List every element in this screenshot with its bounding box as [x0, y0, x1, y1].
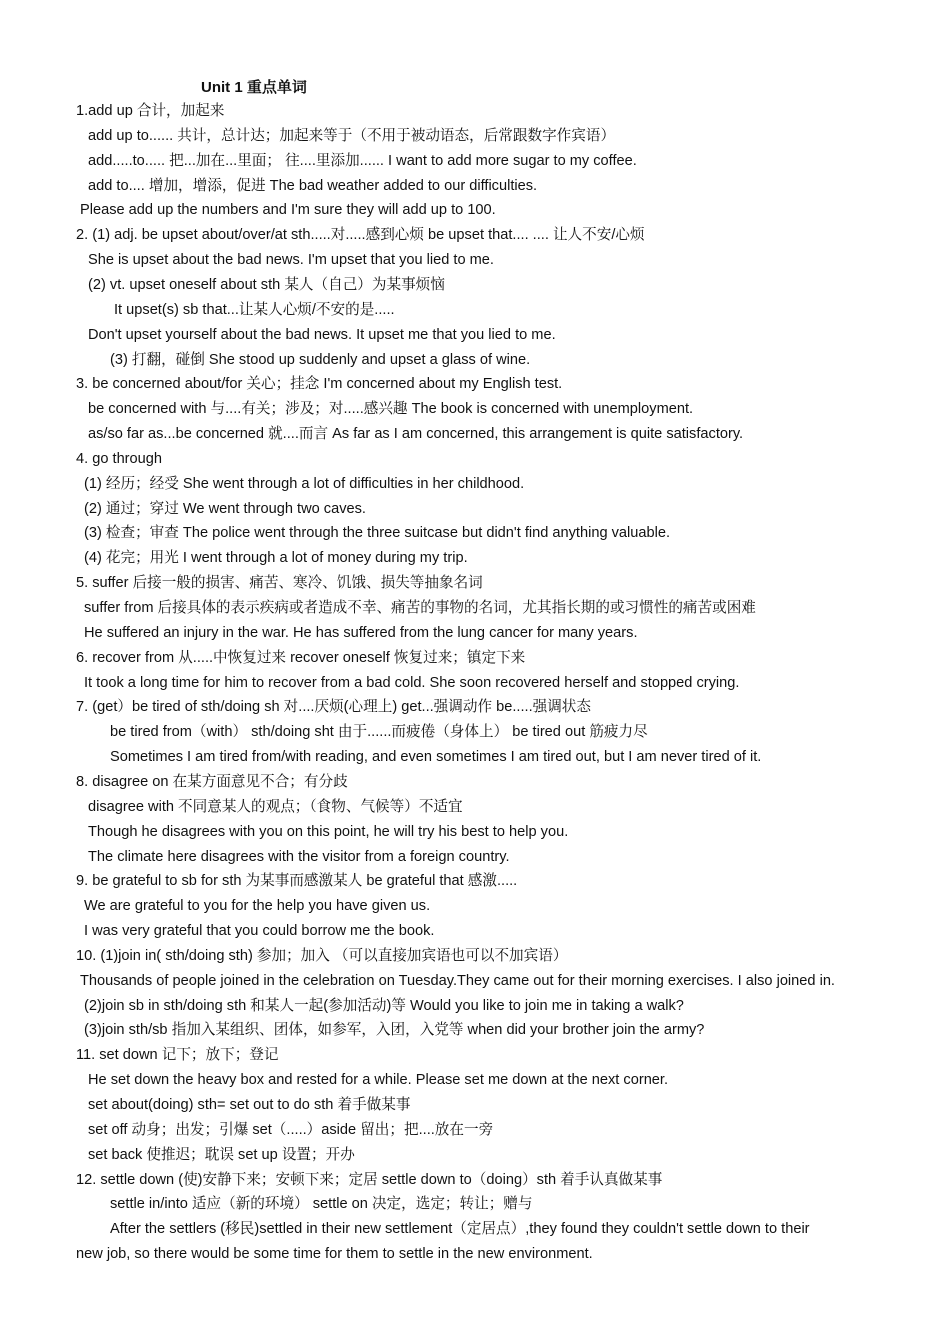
text-line: He suffered an injury in the war. He has suffered from the lung cancer for many years. [84, 624, 638, 641]
text-line: disagree with 不同意某人的观点；（食物、气候等）不适宜 [88, 798, 463, 815]
text-line: Don't upset yourself about the bad news. It upset me that you lied to me. [88, 326, 556, 343]
text-line: (1) 经历；经受 She went through a lot of difficulties in her childhood. [84, 475, 525, 492]
text-line: add to.... 增加，增添，促进 The bad weather added to our difficulties. [88, 177, 538, 194]
text-line: The climate here disagrees with the visitor from a foreign country. [88, 848, 510, 865]
page-title: Unit 1 重点单词 [201, 79, 307, 96]
text-line: (2) vt. upset oneself about sth 某人（自己）为某事烦恼 [88, 276, 445, 293]
text-line: 6. recover from 从.....中恢复过来 recover oneself 恢复过来；镇定下来 [76, 649, 526, 666]
text-line: be concerned with 与....有关；涉及；对.....感兴趣 The book is concerned with unemployment. [88, 401, 694, 418]
text-line: (3)join sth/sb 指加入某组织、团体，如参军，入团，入党等 when did your brother join the army? [84, 1022, 705, 1039]
text-line: Thousands of people joined in the celebration on Tuesday.They came out for their morning exercises. I also joined in. [80, 972, 835, 989]
text-line: suffer from 后接具体的表示疾病或者造成不幸、痛苦的事物的名词，尤其指长期的或习惯性的痛苦或困难 [84, 600, 756, 616]
text-line: set back 使推迟；耽误 set up 设置；开办 [88, 1146, 355, 1163]
text-line: 7. (get）be tired of sth/doing sh 对....厌烦(心理上) get...强调动作 be.....强调状态 [76, 699, 591, 716]
text-line: (2) 通过；穿过 We went through two caves. [84, 500, 366, 517]
text-line: as/so far as...be concerned 就....而言 As far as I am concerned, this arrangement is quite satisfactory. [88, 426, 744, 443]
text-line: be tired from（with） sth/doing sht 由于......而疲倦（身体上） be tired out 筋疲力尽 [110, 724, 648, 741]
text-line: It upset(s) sb that...让某人心烦/不安的是..... [114, 301, 395, 318]
text-line: 2. (1) adj. be upset about/over/at sth.....对.....感到心烦 be upset that.... .... 让人不安/心烦 [76, 227, 645, 244]
text-line: (3) 打翻，碰倒 She stood up suddenly and upset a glass of wine. [110, 351, 531, 368]
text-line: 12. settle down (使)安静下来；安顿下来；定居 settle down to（doing）sth 着手认真做某事 [76, 1171, 663, 1188]
text-line: settle in/into 适应（新的环境） settle on 决定，选定；转让；赠与 [110, 1196, 533, 1213]
text-line: add.....to..... 把...加在...里面； 往....里添加...... I want to add more sugar to my coffee. [88, 152, 637, 169]
text-line: 9. be grateful to sb for sth 为某事而感激某人 be grateful that 感激..... [76, 873, 518, 890]
text-line: She is upset about the bad news. I'm upset that you lied to me. [88, 252, 494, 269]
text-line: Please add up the numbers and I'm sure they will add up to 100. [80, 202, 496, 219]
text-line: 4. go through [76, 450, 163, 467]
text-line: We are grateful to you for the help you have given us. [84, 898, 431, 915]
text-line: set off 动身；出发；引爆 set（.....）aside 留出；把....放在一旁 [88, 1121, 494, 1138]
text-line: 3. be concerned about/for 关心；挂念 I'm concerned about my English test. [76, 376, 563, 393]
text-line: 8. disagree on 在某方面意见不合；有分歧 [76, 773, 348, 790]
text-line: I was very grateful that you could borrow me the book. [84, 923, 435, 940]
text-line: 10. (1)join in( sth/doing sth) 参加；加入 （可以直接加宾语也可以不加宾语） [76, 947, 568, 964]
text-line: new job, so there would be some time for them to settle in the new environment. [76, 1246, 593, 1263]
text-line: Though he disagrees with you on this point, he will try his best to help you. [88, 823, 569, 840]
text-line: 1.add up 合计，加起来 [76, 103, 225, 119]
text-line: add up to...... 共计，总计达；加起来等于（不用于被动语态，后常跟数字作宾语） [88, 127, 616, 144]
text-line: set about(doing) sth= set out to do sth 着手做某事 [88, 1097, 411, 1113]
text-line: It took a long time for him to recover from a bad cold. She soon recovered herself and stopped crying. [84, 674, 740, 691]
text-line: (3) 检查；审查 The police went through the three suitcase but didn't find anything valuable. [84, 525, 671, 542]
text-line: (4) 花完；用光 I went through a lot of money during my trip. [84, 550, 468, 567]
text-line: Sometimes I am tired from/with reading, and even sometimes I am tired out, but I am never tired of it. [110, 749, 762, 766]
text-line: (2)join sb in sth/doing sth 和某人一起(参加活动)等 Would you like to join me in taking a walk? [84, 997, 684, 1014]
text-line: After the settlers (移民)settled in their new settlement（定居点）,they found they couldn't settle down to their [110, 1221, 810, 1238]
text-line: 11. set down 记下；放下；登记 [76, 1047, 279, 1064]
text-line: He set down the heavy box and rested for a while. Please set me down at the next corner. [88, 1072, 669, 1089]
text-line: 5. suffer 后接一般的损害、痛苦、寒冷、饥饿、损失等抽象名词 [76, 575, 483, 592]
